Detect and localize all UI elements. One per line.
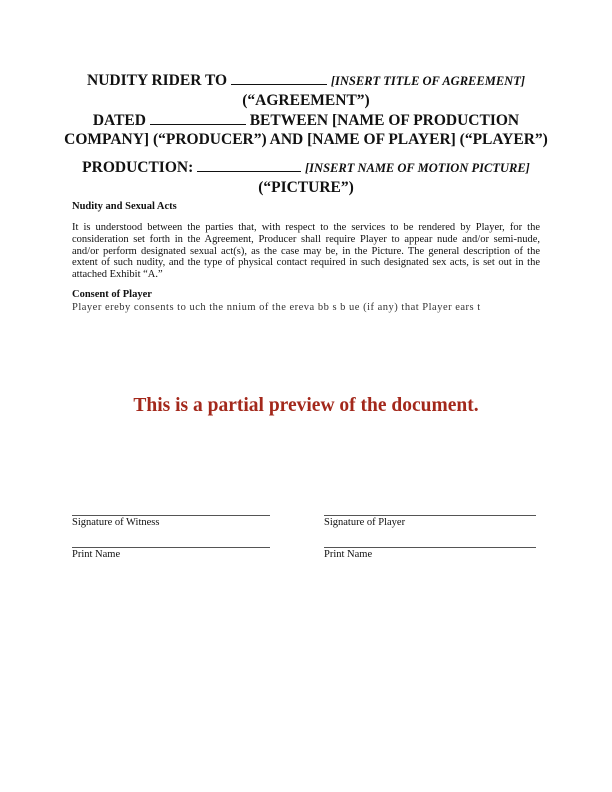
witness-print-name-line xyxy=(72,547,270,548)
witness-signature-line xyxy=(72,515,270,516)
witness-print-name-label: Print Name xyxy=(72,549,121,560)
player-term: PLAYER xyxy=(472,131,535,148)
player-print-name-line xyxy=(324,547,536,548)
production-blank xyxy=(197,157,301,172)
title-line-4 xyxy=(60,130,552,149)
title-line-6: (“PICTURE”) xyxy=(258,179,354,196)
title-line-4-b: ”) AND [NAME OF PLAYER] (“ xyxy=(253,131,473,148)
consent-section-heading: Consent of Player xyxy=(72,289,152,300)
producer-term: PRODUCER xyxy=(165,131,254,148)
date-blank xyxy=(150,110,246,125)
consent-paragraph-cutoff xyxy=(72,302,540,315)
consent-cutoff-text: Player ereby consents to uch the nnium of the ereva bb s b ue (if any) that Player ears t xyxy=(72,302,481,313)
title-line-4-a: COMPANY] (“ xyxy=(64,131,166,148)
agreement-title-blank xyxy=(231,70,327,85)
title-line-5 xyxy=(60,157,552,178)
document-title xyxy=(60,70,552,197)
partial-preview-notice: This is a partial preview of the document. xyxy=(133,395,479,416)
title-line-3 xyxy=(60,110,552,130)
title-line-3-prefix: DATED xyxy=(92,112,146,129)
title-line-2: (“AGREEMENT”) xyxy=(242,92,370,109)
title-line-3-suffix: BETWEEN [NAME OF PRODUCTION xyxy=(249,112,520,129)
title-line-5-prefix: PRODUCTION: xyxy=(82,159,194,176)
player-signature-label: Signature of Player xyxy=(324,517,406,528)
nudity-section-paragraph: It is understood between the parties that, with respect to the services to be rendered by Player, for the consideration set forth in the Agreement, Producer shall require Player to appear nude and/or semi-nude, and/or perform designated sexual act(s), as the case may be, in the Picture. The general description of the extent of such nudity, and the type of physical contact required in such designated sex acts, is set out in the attached Exhibit “A.” xyxy=(72,222,540,281)
title-line-1-suffix: [INSERT TITLE OF AGREEMENT] xyxy=(330,74,525,88)
title-line-4-c: ”) xyxy=(534,131,548,148)
title-line-1-prefix: NUDITY RIDER TO xyxy=(87,72,228,89)
player-signature-line xyxy=(324,515,536,516)
player-print-name-label: Print Name xyxy=(324,549,373,560)
title-line-5-suffix: [INSERT NAME OF MOTION PICTURE] xyxy=(305,161,530,175)
nudity-section-heading: Nudity and Sexual Acts xyxy=(72,201,177,212)
witness-signature-label: Signature of Witness xyxy=(72,517,160,528)
title-line-1 xyxy=(60,70,552,91)
